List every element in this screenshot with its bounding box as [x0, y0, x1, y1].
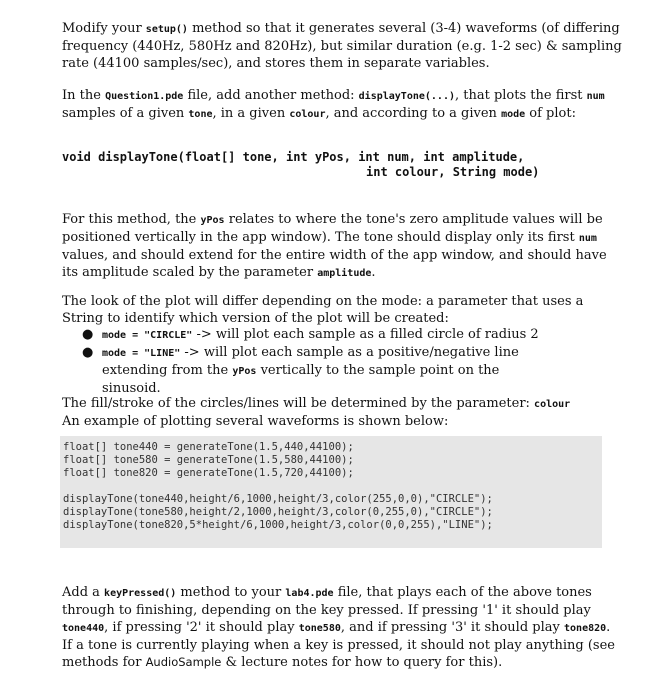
text: Modify your [62, 21, 146, 36]
text: values, and should extend for the entire width of the app window, and should have its amplitude scaled by the parameter [62, 248, 607, 280]
code-displaytone: displayTone(...) [358, 91, 455, 102]
code-blank-line [63, 480, 602, 493]
code-ypos: yPos [232, 366, 257, 377]
text: file, that plays each of the above tones through to finishing, depending on the key pressed. If pressing '1' it should play [62, 585, 592, 618]
paragraph-displaytone-intro [62, 87, 622, 123]
text: relates to where the tone's zero amplitude values will be positioned vertically in the app window). The tone should display only its first [62, 212, 603, 245]
bullet-icon: ● [82, 345, 94, 360]
text: , that plots the first [454, 88, 587, 103]
text: , and if pressing '3' it should play [340, 620, 565, 635]
paragraph-setup-instructions [62, 20, 622, 72]
text: -> will plot each sample as a positive/negative line extending from the [102, 345, 519, 378]
text: The fill/stroke of the circles/lines will be determined by the parameter: [62, 396, 535, 411]
text: . [371, 265, 376, 280]
code-tone440: tone440 [62, 623, 105, 634]
list-item [80, 344, 560, 397]
code-question1-file: Question1.pde [105, 91, 184, 102]
text: samples of a given [62, 106, 189, 121]
code-keypressed: keyPressed() [104, 588, 177, 599]
code-amplitude: amplitude [317, 268, 372, 279]
code-example-block [60, 436, 602, 548]
paragraph-ypos-description [62, 211, 622, 282]
code-colour: colour [289, 109, 326, 120]
text: file, add another method: [183, 88, 359, 103]
signature-line-2: int colour, String mode) [366, 165, 540, 179]
text: vertically to the sample point on the sinusoid. [102, 363, 500, 396]
code-tone820: tone820 [564, 623, 607, 634]
text: . If a tone is currently playing when a key is pressed, it should not play anything (see methods for [62, 620, 615, 670]
mode-bullet-list [80, 326, 560, 397]
text: , if pressing '2' it should play [104, 620, 299, 635]
text: method so that it generates several (3-4) waveforms (of differing frequency (440Hz, 580Hz and 820Hz), but similar duration (e.g. 1-2 sec) & sampling rate (44100 samples/sec), and stores them in separate variables. [62, 21, 622, 71]
code-line: float[] tone580 = generateTone(1.5,580,44100); [63, 454, 354, 466]
text: , and according to a given [325, 106, 502, 121]
code-line: float[] tone440 = generateTone(1.5,440,44100); [63, 441, 354, 453]
text: The look of the plot will differ depending on the mode: a parameter that uses a String to identify which version of the plot will be created: [62, 294, 584, 326]
code-tone580: tone580 [298, 623, 341, 634]
text: of plot: [525, 106, 576, 121]
text: & lecture notes for how to query for this). [221, 655, 503, 670]
text: For this method, the [62, 212, 201, 227]
paragraph-colour-description [62, 395, 622, 430]
method-signature [62, 150, 562, 180]
list-item [80, 326, 560, 344]
text: -> will plot each sample as a filled circle of radius 2 [192, 327, 539, 342]
code-lab4-file: lab4.pde [285, 588, 334, 599]
code-mode: mode [501, 109, 526, 120]
code-num: num [578, 233, 597, 244]
code-line: displayTone(tone580,height/2,1000,height/3,color(0,255,0),"CIRCLE"); [63, 506, 493, 518]
signature-line-1: void displayTone(float[] tone, int yPos, int num, int amplitude, [62, 150, 525, 164]
code-mode-line: mode = "LINE" [102, 348, 181, 359]
code-line: displayTone(tone440,height/6,1000,height/3,color(255,0,0),"CIRCLE"); [63, 493, 493, 505]
code-colour: colour [534, 399, 571, 410]
text: In the [62, 88, 106, 103]
text: method to your [176, 585, 286, 600]
code-num: num [586, 91, 605, 102]
code-line: float[] tone820 = generateTone(1.5,720,44100); [63, 467, 354, 479]
text: An example of plotting several waveforms is shown below: [62, 414, 449, 429]
text: Add a [62, 585, 105, 600]
text: , in a given [212, 106, 290, 121]
code-setup: setup() [145, 24, 188, 35]
code-audiosample: AudioSample [145, 655, 222, 669]
bullet-icon: ● [82, 327, 94, 342]
paragraph-keypressed-instructions [62, 584, 622, 671]
paragraph-mode-description [62, 293, 622, 327]
code-tone: tone [188, 109, 213, 120]
code-line: displayTone(tone820,5*height/6,1000,height/3,color(0,0,255),"LINE"); [63, 519, 493, 531]
code-ypos: yPos [200, 215, 225, 226]
code-mode-circle: mode = "CIRCLE" [102, 330, 193, 341]
